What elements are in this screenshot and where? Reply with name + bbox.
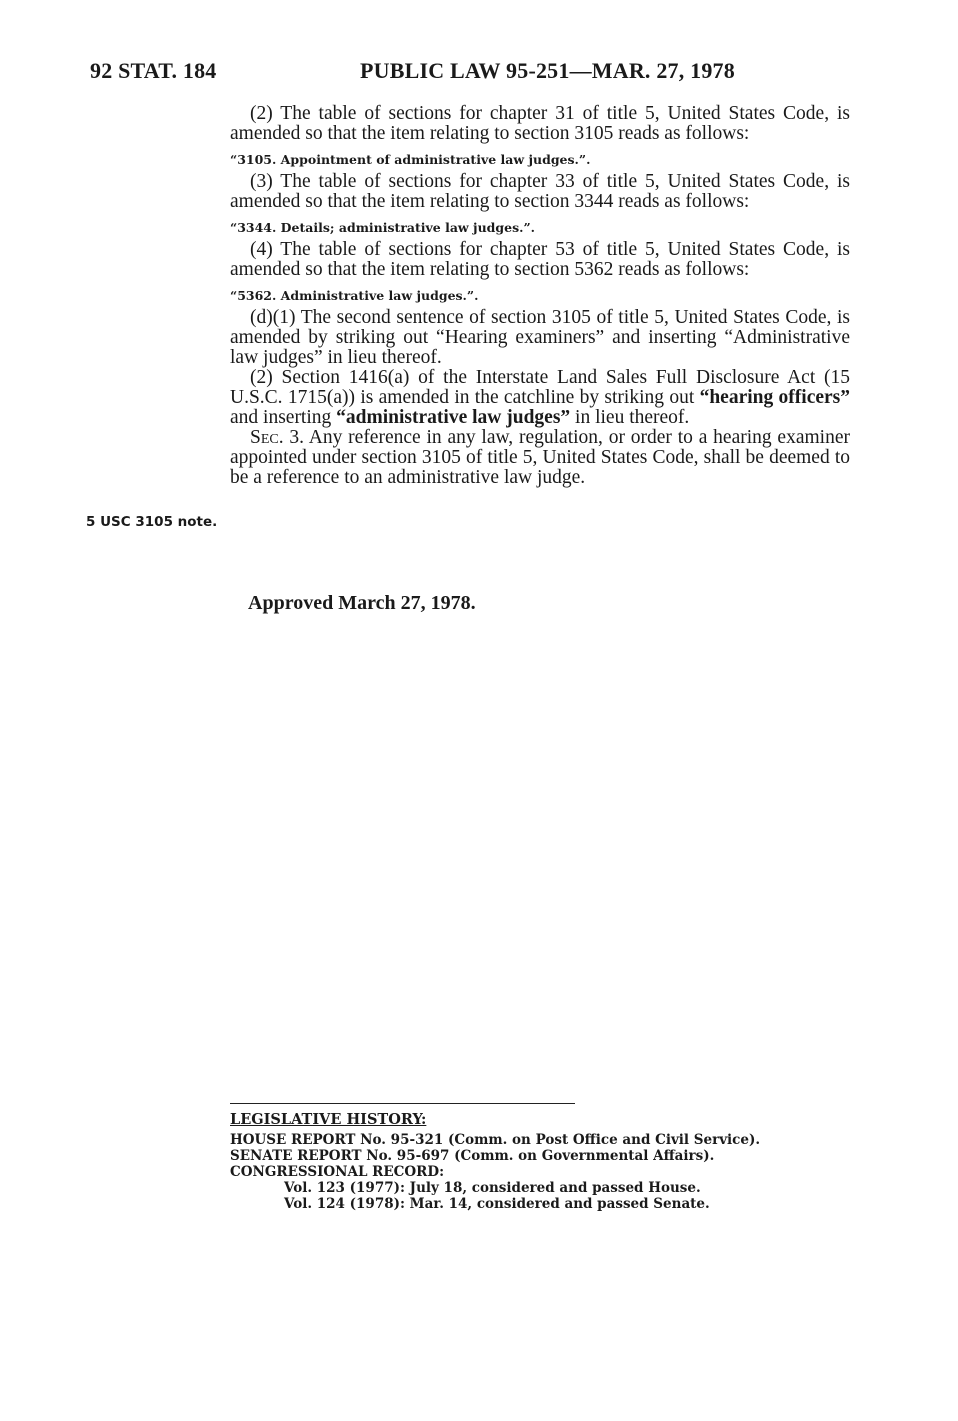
section-3-label: Sec. 3. [250,427,305,448]
paragraph-3: (3) The table of sections for chapter 33 of title 5, United States Code, is amended so that the item relating to section 3344 reads as follows: [230,171,850,212]
section-3-text: Any reference in any law, regulation, or order to a hearing examiner appointed under section 3105 of title 5, United States Code, shall be deemed to be a reference to an administrative law judge. [230,427,850,488]
page-citation: 92 STAT. 184 [90,58,217,83]
body-text [230,104,850,488]
approval-date: Approved March 27, 1978. [248,592,476,614]
section-item-3105: “3105. Appointment of administrative law judges.”. [230,152,591,167]
paragraph-d2 [230,368,850,428]
congressional-record: CONGRESSIONAL RECORD: [230,1164,445,1180]
house-report: HOUSE REPORT No. 95-321 (Comm. on Post Office and Civil Service). [230,1132,761,1148]
senate-report: SENATE REPORT No. 95-697 (Comm. on Governmental Affairs). [230,1148,715,1164]
record-vol-123: Vol. 123 (1977): July 18, considered and passed House. [284,1180,701,1196]
paragraph-d1: (d)(1) The second sentence of section 3105 of title 5, United States Code, is amended by striking out “Hearing examiners” and inserting “Administrative law judges” in lieu thereof. [230,307,850,368]
legislative-history-title: LEGISLATIVE HISTORY: [230,1111,427,1128]
paragraph-d2-text-c: and inserting [230,407,337,428]
record-vol-124: Vol. 124 (1978): Mar. 14, considered and passed Senate. [284,1196,710,1212]
inserted-term: “administrative law judges” [336,407,571,428]
section-item-3344: “3344. Details; administrative law judges.”. [230,220,536,235]
legislative-history [230,1112,760,1212]
section-item-5362: “5362. Administrative law judges.”. [230,288,479,303]
paragraph-d2-text-a: (2) Section 1416(a) of the Interstate Land Sales Full Disclosure Act (15 U.S.C. 1715(a)) is amended in the catchline by striking out [230,367,850,408]
paragraph-2: (2) The table of sections for chapter 31 of title 5, United States Code, is amended so that the item relating to section 3105 reads as follows: [230,103,850,144]
divider-rule [230,1103,575,1104]
page-header-title: PUBLIC LAW 95-251—MAR. 27, 1978 [360,58,735,83]
paragraph-d2-text-e: in lieu thereof. [570,407,690,428]
struck-term: “hearing officers” [699,387,850,408]
section-3 [230,428,850,488]
paragraph-4: (4) The table of sections for chapter 53 of title 5, United States Code, is amended so that the item relating to section 5362 reads as follows: [230,239,850,280]
margin-note: 5 USC 3105 note. [86,514,218,530]
